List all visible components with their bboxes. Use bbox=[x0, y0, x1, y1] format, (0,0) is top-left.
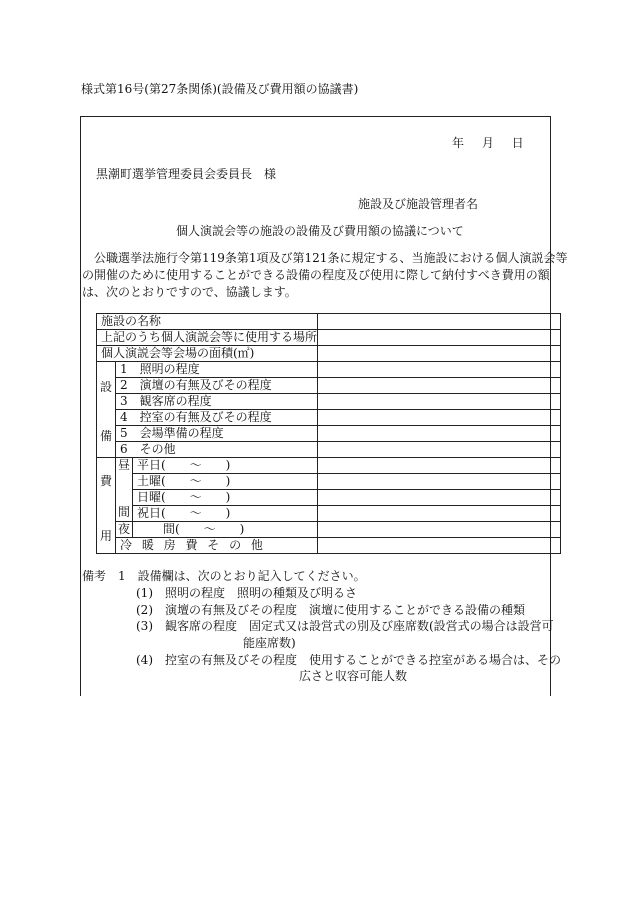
equipment-item: 2 演壇の有無及びその程度 bbox=[116, 378, 318, 394]
venue-area-value[interactable] bbox=[318, 346, 561, 362]
equipment-item: 6 その他 bbox=[116, 442, 318, 458]
equipment-value[interactable] bbox=[318, 442, 561, 458]
facility-table bbox=[96, 313, 561, 554]
table-row bbox=[97, 426, 561, 442]
table-row bbox=[97, 442, 561, 458]
equipment-value[interactable] bbox=[318, 394, 561, 410]
venue-area-label: 個人演説会等会場の面積(㎡) bbox=[97, 346, 318, 362]
equipment-value[interactable] bbox=[318, 426, 561, 442]
cost-value[interactable] bbox=[318, 522, 561, 538]
daytime-group-label: 昼 間 bbox=[116, 458, 133, 522]
daytime-row-label: 日曜( 〜 ) bbox=[133, 490, 318, 506]
note-item-continued: 能座席数) bbox=[243, 636, 296, 650]
cost-value[interactable] bbox=[318, 506, 561, 522]
date-line: 年 月 日 bbox=[452, 136, 524, 150]
table-row bbox=[97, 346, 561, 362]
cost-value[interactable] bbox=[318, 458, 561, 474]
addressee: 黒潮町選挙管理委員会委員長 様 bbox=[96, 167, 277, 181]
cost-value[interactable] bbox=[318, 490, 561, 506]
daytime-row-label: 祝日( 〜 ) bbox=[133, 506, 318, 522]
equipment-value[interactable] bbox=[318, 362, 561, 378]
document-title: 個人演説会等の施設の設備及び費用額の協議について bbox=[176, 224, 464, 238]
night-label: 夜 bbox=[116, 522, 133, 538]
table-row bbox=[97, 330, 561, 346]
equipment-item: 1 照明の程度 bbox=[116, 362, 318, 378]
equipment-item: 5 会場準備の程度 bbox=[116, 426, 318, 442]
body-paragraph bbox=[82, 250, 568, 301]
heating-label: 冷 暖 房 費 そ の 他 bbox=[116, 538, 318, 554]
cost-group-label: 費 用 bbox=[97, 458, 116, 554]
cost-value[interactable] bbox=[318, 538, 561, 554]
body-line: 公職選挙法施行令第119条第1項及び第121条に規定する、当施設における個人演説会等 bbox=[82, 251, 568, 265]
night-row-label: 間( 〜 ) bbox=[133, 522, 318, 538]
notes-heading: 備考 1 設備欄は、次のとおり記入してください。 bbox=[82, 569, 366, 583]
note-item: (3) 観客席の程度 固定式又は設営式の別及び座席数(設営式の場合は設営可 bbox=[136, 619, 554, 633]
note-item-continued: 広さと収容可能人数 bbox=[299, 669, 408, 683]
venue-place-value[interactable] bbox=[318, 330, 561, 346]
body-line: は、次のとおりですので、協議します。 bbox=[82, 285, 297, 299]
equipment-value[interactable] bbox=[318, 378, 561, 394]
form-label: 様式第16号(第27条関係)(設備及び費用額の協議書) bbox=[81, 82, 359, 96]
note-item: (1) 照明の程度 照明の種類及び明るさ bbox=[136, 586, 357, 600]
equipment-value[interactable] bbox=[318, 410, 561, 426]
table-row bbox=[97, 490, 561, 506]
table-row bbox=[97, 394, 561, 410]
table-row bbox=[97, 378, 561, 394]
daytime-row-label: 平日( 〜 ) bbox=[133, 458, 318, 474]
body-line: の開催のために使用することができる設備の程度及び使用に際して納付すべき費用の額 bbox=[82, 268, 550, 282]
note-item: (4) 控室の有無及びその程度 使用することができる控室がある場合は、その bbox=[136, 653, 562, 667]
table-row bbox=[97, 506, 561, 522]
cost-value[interactable] bbox=[318, 474, 561, 490]
table-row bbox=[97, 522, 561, 538]
daytime-row-label: 土曜( 〜 ) bbox=[133, 474, 318, 490]
table-row bbox=[97, 538, 561, 554]
equipment-item: 3 観客席の程度 bbox=[116, 394, 318, 410]
equipment-item: 4 控室の有無及びその程度 bbox=[116, 410, 318, 426]
equipment-group-label: 設 備 bbox=[97, 362, 116, 458]
table-row bbox=[97, 314, 561, 330]
table-row bbox=[97, 458, 561, 474]
note-item: (2) 演壇の有無及びその程度 演壇に使用することができる設備の種類 bbox=[136, 603, 526, 617]
table-row bbox=[97, 362, 561, 378]
applicant-name-label: 施設及び施設管理者名 bbox=[358, 197, 479, 211]
venue-place-label: 上記のうち個人演説会等に使用する場所 bbox=[97, 330, 318, 346]
facility-name-label: 施設の名称 bbox=[97, 314, 318, 330]
table-row bbox=[97, 410, 561, 426]
facility-name-value[interactable] bbox=[318, 314, 561, 330]
table-row bbox=[97, 474, 561, 490]
